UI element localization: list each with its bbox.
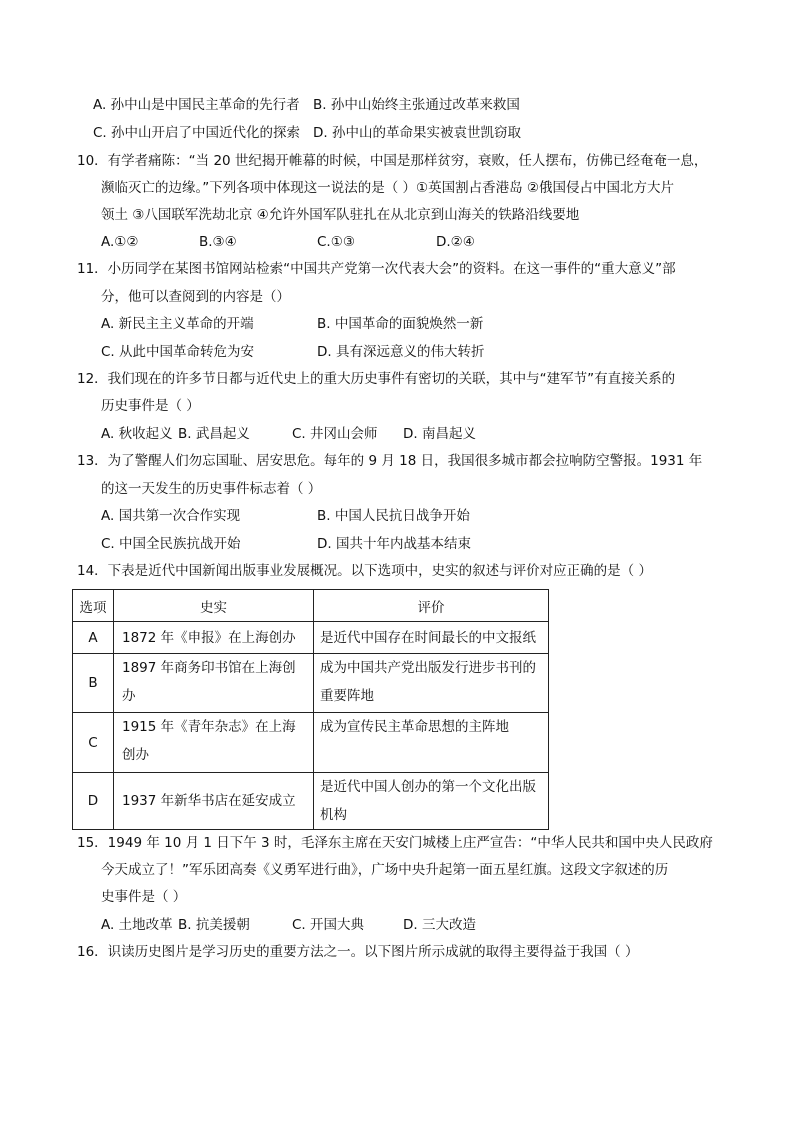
table-header-row [73, 590, 549, 622]
row-fact [114, 622, 314, 654]
table-header-option: 选项 [73, 590, 114, 622]
row-evaluation [314, 713, 549, 773]
row-fact-text: 1872 年《申报》在上海创办 [122, 629, 296, 646]
table-header-evaluation: 评价 [314, 590, 549, 622]
row-fact [114, 713, 314, 773]
q13-option-c: C. 中国全民族抗战开始 [101, 536, 241, 552]
table-row [73, 713, 549, 773]
q10-option-d: D.②④ [436, 234, 475, 250]
q10-stem-line-2: 濒临灭亡的边缘。”下列各项中体现这一说法的是（ ）①英国割占香港岛 ②俄国侵占中国北方大片 [101, 180, 675, 196]
row-evaluation-text: 是近代中国存在时间最长的中文报纸 [320, 629, 536, 646]
row-option-letter: D [73, 773, 114, 830]
q16-stem-line-1: 16．识读历史图片是学习历史的重要方法之一。以下图片所示成就的取得主要得益于我国（ ） [77, 944, 639, 960]
q11-option-c: C. 从此中国革命转危为安 [101, 344, 255, 360]
row-evaluation-text: 是近代中国人创办的第一个文化出版机构 [320, 779, 536, 823]
q13-option-b: B. 中国人民抗日战争开始 [317, 508, 470, 524]
q13-stem-line-2: 的这一天发生的历史事件标志着（ ） [101, 481, 322, 497]
q12-option-d: D. 南昌起义 [403, 426, 476, 442]
row-fact [114, 654, 314, 713]
q10-option-c: C.①③ [317, 234, 355, 250]
q15-stem-line-1: 15．1949 年 10 月 1 日下午 3 时，毛泽东主席在天安门城楼上庄严宣告：“中华人民共和国中央人民政府 [77, 835, 713, 851]
q10-option-a: A.①② [101, 234, 139, 250]
q11-option-a: A. 新民主主义革命的开端 [101, 316, 254, 332]
q11-option-b: B. 中国革命的面貌焕然一新 [317, 316, 484, 332]
q12-stem-line-2: 历史事件是（ ） [101, 398, 200, 414]
table-row [73, 773, 549, 830]
row-evaluation [314, 773, 549, 830]
q13-option-d: D. 国共十年内战基本结束 [317, 536, 471, 552]
q12-option-a: A. 秋收起义 [101, 426, 173, 442]
q9-option-a: A. 孙中山是中国民主革命的先行者 [93, 97, 300, 113]
q12-option-b: B. 武昌起义 [178, 426, 250, 442]
q11-option-d: D. 具有深远意义的伟大转折 [317, 344, 485, 360]
q9-option-c: C. 孙中山开启了中国近代化的探索 [93, 125, 301, 141]
q14-table [72, 589, 549, 830]
q15-stem-line-2: 今天成立了！”军乐团高奏《义勇军进行曲》，广场中央升起第一面五星红旗。这段文字叙述的历 [101, 862, 669, 878]
q13-stem-line-1: 13．为了警醒人们勿忘国耻、居安思危。每年的 9 月 18 日，我国很多城市都会拉响防空警报。1931 年 [77, 453, 703, 469]
q10-stem-line-1: 10．有学者痛陈：“当 20 世纪揭开帷幕的时候，中国是那样贫穷，衰败，任人摆布，仿佛已经奄奄一息， [77, 153, 708, 169]
row-fact [114, 773, 314, 830]
q14-stem-line-1: 14．下表是近代中国新闻出版事业发展概况。以下选项中，史实的叙述与评价对应正确的是（ ） [77, 563, 652, 579]
q12-option-c: C. 井冈山会师 [292, 426, 378, 442]
q11-stem-line-2: 分，他可以查阅到的内容是（） [101, 289, 290, 305]
row-fact-text: 1937 年新华书店在延安成立 [122, 793, 296, 809]
q13-option-a: A. 国共第一次合作实现 [101, 508, 241, 524]
table-header-fact: 史实 [114, 590, 314, 622]
row-option-letter: A [73, 622, 114, 654]
q12-stem-line-1: 12．我们现在的许多节日都与近代史上的重大历史事件有密切的关联，其中与“建军节”有直接关系的 [77, 371, 676, 387]
row-fact-text: 1915 年《青年杂志》在上海创办 [122, 719, 296, 763]
row-evaluation-text: 成为中国共产党出版发行进步书刊的重要阵地 [320, 660, 536, 704]
table-row [73, 654, 549, 713]
row-fact-text: 1897 年商务印书馆在上海创办 [122, 660, 296, 704]
q9-option-b: B. 孙中山始终主张通过改革来救国 [313, 97, 520, 113]
table-row [73, 622, 549, 654]
row-evaluation [314, 622, 549, 654]
q9-option-d: D. 孙中山的革命果实被袁世凯窃取 [313, 125, 521, 141]
q11-stem-line-1: 11．小历同学在某图书馆网站检索“中国共产党第一次代表大会”的资料。在这一事件的“重大意义”部 [77, 261, 676, 277]
q15-option-c: C. 开国大典 [292, 917, 365, 933]
row-evaluation-text: 成为宣传民主革命思想的主阵地 [320, 719, 509, 735]
q15-option-b: B. 抗美援朝 [178, 917, 250, 933]
row-evaluation [314, 654, 549, 713]
q15-option-d: D. 三大改造 [403, 917, 476, 933]
q10-option-b: B.③④ [199, 234, 237, 250]
q15-option-a: A. 土地改革 [101, 917, 173, 933]
q10-stem-line-3: 领土 ③八国联军洗劫北京 ④允许外国军队驻扎在从北京到山海关的铁路沿线要地 [101, 207, 580, 223]
row-option-letter: B [73, 654, 114, 713]
q15-stem-line-3: 史事件是（ ） [101, 889, 187, 905]
row-option-letter: C [73, 713, 114, 773]
